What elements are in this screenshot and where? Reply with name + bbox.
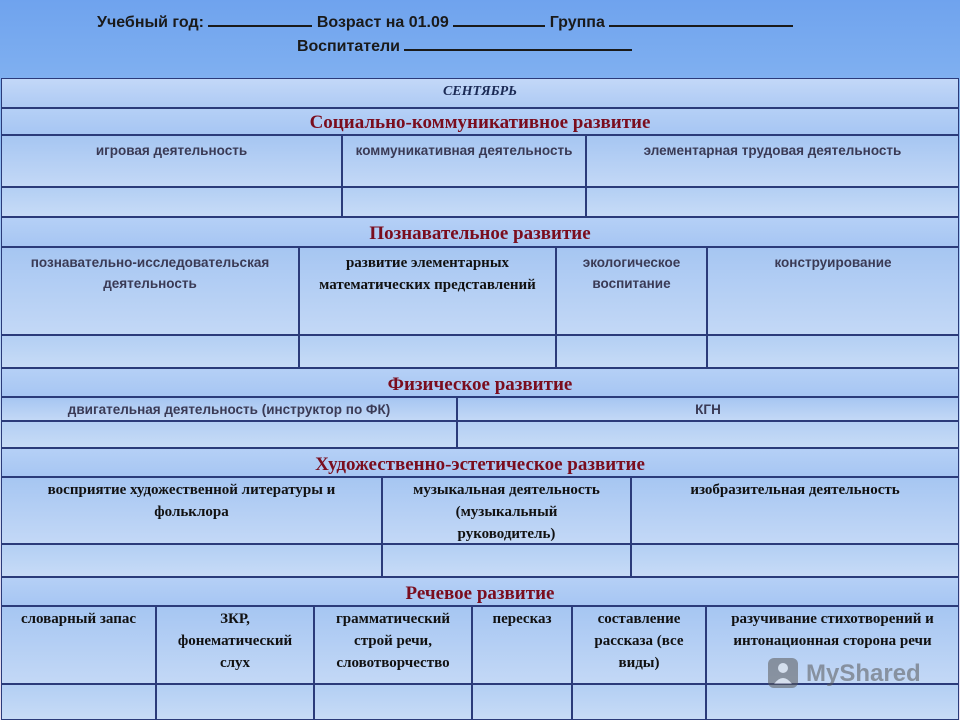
artistic-col-2-label: музыкальная деятельность (музыкальный руководитель) <box>413 482 600 542</box>
speech-col-4-input[interactable] <box>472 684 572 720</box>
speech-col-2-header <box>156 606 314 684</box>
speech-col-1-input[interactable] <box>1 684 156 720</box>
section-physical-title: Физическое развитие <box>387 374 573 395</box>
speech-col-4-label: пересказ <box>492 611 552 627</box>
section-cognitive-header <box>1 217 959 247</box>
cognitive-col-4-label: конструирование <box>774 255 892 270</box>
cognitive-col-4-input[interactable] <box>707 335 959 368</box>
social-col-2-input[interactable] <box>342 187 586 217</box>
section-social-title: Социально-коммуникативное развитие <box>309 112 651 133</box>
speech-col-2-label: ЗКР, фонематический слух <box>177 611 293 671</box>
social-col-3-label: элементарная трудовая деятельность <box>643 143 902 158</box>
artistic-col-2-header <box>382 477 631 544</box>
month-row <box>1 78 959 108</box>
speech-col-6-label: разучивание стихотворений и интонационная сторона речи <box>731 611 934 649</box>
speech-col-4-header <box>472 606 572 684</box>
cognitive-col-1-label: познавательно-исследовательская деятельность <box>30 255 270 291</box>
artistic-col-2-input[interactable] <box>382 544 631 577</box>
header-line-1 <box>97 11 793 32</box>
physical-col-2-header <box>457 397 959 421</box>
physical-col-1-header <box>1 397 457 421</box>
cognitive-col-3-input[interactable] <box>556 335 707 368</box>
form-header <box>0 0 960 80</box>
artistic-col-1-header <box>1 477 382 544</box>
section-artistic-title: Художественно-эстетическое развитие <box>315 454 645 475</box>
header-line-2 <box>297 35 632 56</box>
physical-col-2-label: КГН <box>695 402 721 417</box>
plan-table <box>0 78 960 720</box>
section-physical-header <box>1 368 959 397</box>
speech-col-1-label: словарный запас <box>20 611 137 627</box>
watermark <box>766 654 926 694</box>
social-col-3-header <box>586 135 959 187</box>
section-social-header <box>1 108 959 135</box>
cognitive-col-1-header <box>1 247 299 335</box>
speech-col-3-header <box>314 606 472 684</box>
school-year-field[interactable] <box>208 11 312 27</box>
cognitive-col-4-header <box>707 247 959 335</box>
cognitive-col-3-label: экологическое воспитание <box>582 255 681 291</box>
artistic-col-1-label: восприятие художественной литературы и фольклора <box>47 482 336 520</box>
social-col-2-header <box>342 135 586 187</box>
physical-col-2-input[interactable] <box>457 421 959 448</box>
group-field[interactable] <box>609 11 793 27</box>
speech-col-1-header <box>1 606 156 684</box>
artistic-col-3-header <box>631 477 959 544</box>
physical-col-1-input[interactable] <box>1 421 457 448</box>
school-year-label: Учебный год: <box>97 14 204 31</box>
cognitive-col-2-input[interactable] <box>299 335 556 368</box>
speech-col-5-label: составление рассказа (все виды) <box>594 611 684 671</box>
artistic-col-3-label: изобразительная деятельность <box>690 482 900 498</box>
section-cognitive-title: Познавательное развитие <box>369 223 591 244</box>
speech-col-5-input[interactable] <box>572 684 706 720</box>
physical-col-1-label: двигательная деятельность (инструктор по ФК) <box>67 402 391 417</box>
teachers-field[interactable] <box>404 35 632 51</box>
watermark-text: MyShared <box>806 660 921 687</box>
social-col-3-input[interactable] <box>586 187 959 217</box>
age-field[interactable] <box>453 11 545 27</box>
cognitive-col-2-header <box>299 247 556 335</box>
social-col-1-label: игровая деятельность <box>95 143 248 158</box>
section-artistic-header <box>1 448 959 477</box>
social-col-1-input[interactable] <box>1 187 342 217</box>
artistic-col-1-input[interactable] <box>1 544 382 577</box>
section-speech-title: Речевое развитие <box>405 583 555 604</box>
speech-col-3-input[interactable] <box>314 684 472 720</box>
social-col-1-header <box>1 135 342 187</box>
cognitive-col-1-input[interactable] <box>1 335 299 368</box>
age-label: Возраст на 01.09 <box>316 14 449 31</box>
teachers-label: Воспитатели <box>297 38 400 55</box>
speech-col-5-header <box>572 606 706 684</box>
speech-col-2-input[interactable] <box>156 684 314 720</box>
group-label: Группа <box>549 14 605 31</box>
section-speech-header <box>1 577 959 606</box>
artistic-col-3-input[interactable] <box>631 544 959 577</box>
social-col-2-label: коммуникативная деятельность <box>355 143 573 158</box>
cognitive-col-2-label: развитие элементарных математических представлений <box>319 255 536 293</box>
speech-col-3-label: грамматический строй речи, словотворчество <box>336 611 450 671</box>
month-title: СЕНТЯБРЬ <box>442 84 518 99</box>
cognitive-col-3-header <box>556 247 707 335</box>
